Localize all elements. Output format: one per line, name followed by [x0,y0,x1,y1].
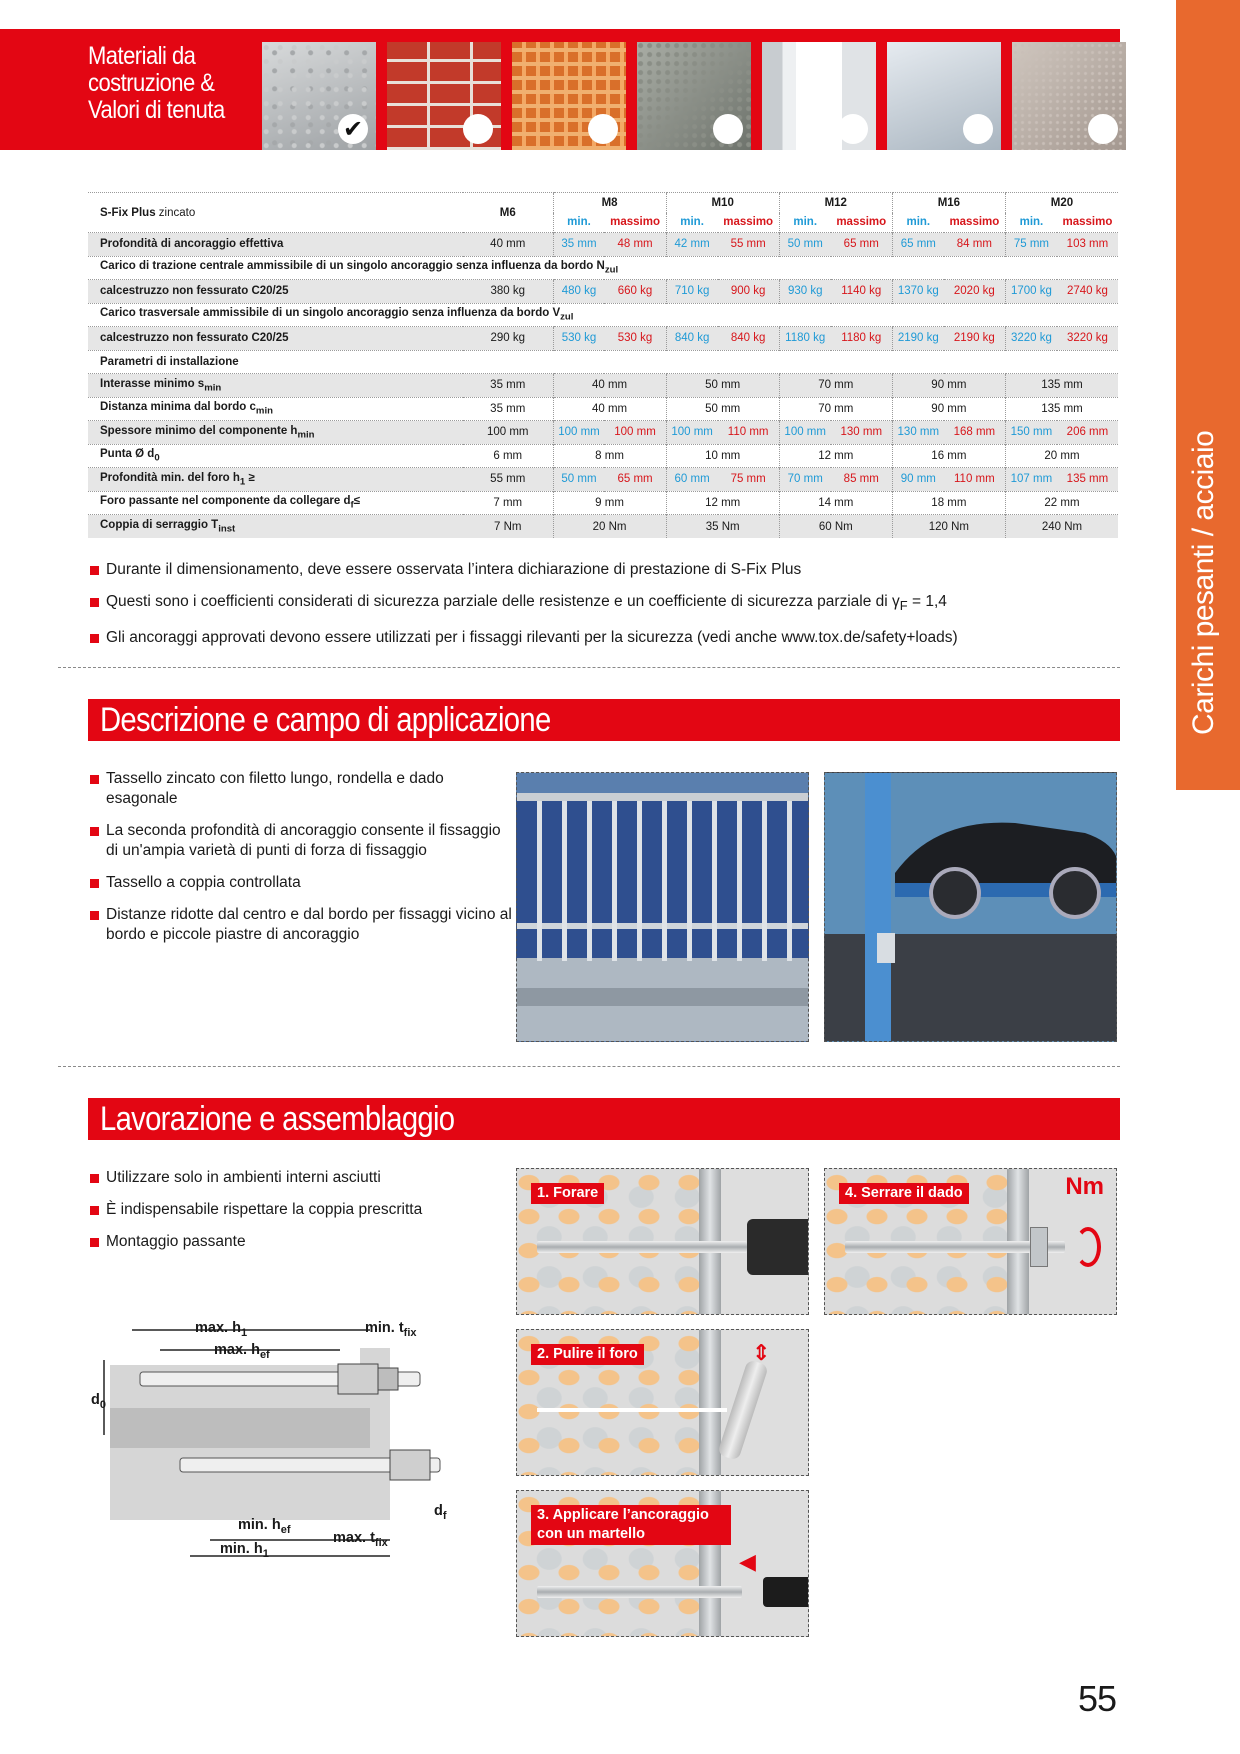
torque-unit: Nm [1065,1173,1104,1200]
table-cell: 2740 kg [1057,280,1118,304]
table-cell: 710 kg [666,280,717,304]
table-cell: 6 mm [463,444,553,468]
table-cell: 2190 kg [944,327,1006,351]
divider [58,1066,1120,1067]
min-header: min. [553,213,604,233]
label-max-h1: max. $h_1$ [195,1320,248,1339]
table-cell: 1370 kg [892,280,943,304]
section-title-processing: Lavorazione e assemblaggio [88,1098,1120,1140]
empty-circle-icon [463,114,493,144]
empty-circle-icon [588,114,618,144]
table-row [88,350,1118,374]
product-suffix: zincato [155,206,196,219]
note-text: Questi sono i coefficienti considerati di sicurezza parziale delle resistenze e un coefficiente di sicurezza parziale di γ [106,593,900,610]
drill-bit-icon [537,1241,747,1253]
table-cell: 3220 kg [1005,327,1056,351]
table-cell: 50 mm [666,374,779,398]
table-cell: 380 kg [463,280,553,304]
table-row [88,256,1118,280]
table-cell: 530 kg [604,327,666,351]
car-lift-illustration [825,773,1117,1042]
table-cell: 70 mm [779,468,830,492]
empty-circle-icon [1088,114,1118,144]
table-cell: 10 mm [666,444,779,468]
table-cell: 100 mm [779,421,830,445]
table-cell: 103 mm [1057,233,1118,257]
table-row [88,515,1118,539]
table-cell: 1180 kg [831,327,893,351]
table-cell: 110 mm [944,468,1006,492]
processing-item: È indispensabile rispettare la coppia prescritta [92,1200,512,1220]
material-concrete-image [262,42,376,150]
table-cell: 7 mm [463,491,553,515]
table-row [88,421,1118,445]
size-header: M10 [666,193,779,213]
left-arrow-icon: ◀ [739,1549,756,1574]
max-header: massimo [836,216,887,229]
table-cell: 90 mm [892,468,943,492]
table-cell: 22 mm [1005,491,1118,515]
label-df: $d_f$ [434,1503,447,1522]
description-item: La seconda profondità di ancoraggio consente il fissaggio di un'ampia varietà di punti di forza di fissaggio [92,821,512,861]
table-cell: 135 mm [1057,468,1118,492]
row-label: calcestruzzo non fessurato C20/25 [88,327,463,351]
table-cell: 16 mm [892,444,1005,468]
note-item [92,592,1092,616]
step-clean [516,1329,809,1476]
max-header: massimo [723,216,774,229]
table-cell: 35 Nm [666,515,779,539]
table-row [88,374,1118,398]
table-row [88,491,1118,515]
table-cell: 135 mm [1005,374,1118,398]
max-header: massimo [610,216,660,229]
table-cell: 1140 kg [831,280,893,304]
table-cell: 840 kg [718,327,780,351]
page-number: 55 [1077,1678,1116,1719]
header-title-line: Materiali da [88,42,196,70]
table-cell: 84 mm [944,233,1006,257]
table-row [88,397,1118,421]
table-row [88,280,1118,304]
check-icon: ✔ [338,114,368,144]
table-cell: 20 mm [1005,444,1118,468]
table-cell: 110 mm [718,421,780,445]
step-label: 4. Serrare il dado [839,1183,969,1204]
processing-item: Montaggio passante [92,1232,512,1252]
table-product-header [88,193,463,233]
table-cell: 65 mm [831,233,893,257]
label-max-hef: max. $h_{ef}$ [214,1342,270,1361]
table-cell: 14 mm [779,491,892,515]
table-cell: 55 mm [463,468,553,492]
label-d0: $d_0$ [91,1392,106,1411]
material-lightweight-block-image [637,42,751,150]
size-header: M8 [553,193,666,213]
table-cell: 40 mm [553,374,666,398]
table-cell: 85 mm [831,468,893,492]
notes-list [92,560,1092,660]
table-cell: 60 mm [666,468,717,492]
note-item: Durante il dimensionamento, deve essere osservata l’intera dichiarazione di prestazione di S-Fix Plus [92,560,1092,580]
table-cell: 50 mm [666,397,779,421]
header-band [0,29,1120,150]
size-header: M20 [1005,193,1118,213]
table-cell: 9 mm [553,491,666,515]
table-cell: 55 mm [718,233,780,257]
table-cell: 168 mm [944,421,1006,445]
table-cell: 12 mm [779,444,892,468]
table-cell: 8 mm [553,444,666,468]
table-header-row [88,193,1118,213]
size-header: M16 [892,193,1005,213]
empty-circle-icon [713,114,743,144]
description-item: Tassello a coppia controllata [92,873,512,893]
table-cell: 130 mm [892,421,943,445]
table-cell: 50 mm [779,233,830,257]
table-cell: 75 mm [1005,233,1056,257]
table-cell: 18 mm [892,491,1005,515]
table-cell: 1700 kg [1005,280,1056,304]
section-title-description: Descrizione e campo di applicazione [88,699,1120,741]
description-item: Tassello zincato con filetto lungo, rondella e dado esagonale [92,769,512,809]
table-row [88,468,1118,492]
table-cell: 65 mm [604,468,666,492]
table-cell: 480 kg [553,280,604,304]
table-body [88,233,1118,539]
table-cell: 2020 kg [944,280,1006,304]
table-cell: 1180 kg [779,327,830,351]
nut-icon [1030,1227,1048,1267]
table-row [88,327,1118,351]
table-cell: 35 mm [463,397,553,421]
drill-chuck-icon [747,1219,809,1275]
table-cell: 930 kg [779,280,830,304]
table-cell: 90 mm [892,397,1005,421]
rotate-arrow-icon [1075,1227,1101,1267]
description-list [92,769,512,957]
gamma-subscript: F [899,598,908,614]
row-label: Distanza minima dal bordo $c_{min}$ [88,397,463,421]
header-title-line: Valori di tenuta [88,96,225,124]
material-hollow-panel-image [762,42,876,150]
hose-icon [537,1408,727,1412]
table-cell: 100 mm [553,421,604,445]
table-cell: 100 mm [604,421,666,445]
note-item: Gli ancoraggi approvati devono essere utilizzati per i fissaggi rilevanti per la sicurezza (vedi anche www.tox.de/safety+loads) [92,628,1092,648]
table-cell: 40 mm [553,397,666,421]
table-cell: 3220 kg [1057,327,1118,351]
product-name: S-Fix Plus [100,206,156,219]
label-min-hef: min. $h_{ef}$ [238,1517,291,1536]
hammer-icon [763,1577,809,1607]
table-cell: 900 kg [718,280,780,304]
step-label: 2. Pulire il foro [531,1344,644,1365]
table-cell: 100 mm [463,421,553,445]
table-row [88,233,1118,257]
table-cell: 50 mm [553,468,604,492]
size-header: M6 [463,193,553,233]
table-cell: 135 mm [1005,397,1118,421]
row-label: Interasse minimo $s_{min}$ [88,374,463,398]
table-cell: 12 mm [666,491,779,515]
material-solid-brick-image [387,42,501,150]
wall-section [699,1330,721,1475]
row-label: Punta Ø $d_0$ [88,444,463,468]
step-tighten [824,1168,1117,1315]
processing-list [92,1168,512,1264]
railing-photo [516,772,809,1042]
material-perforated-brick-image [512,42,626,150]
table-cell: 130 mm [831,421,893,445]
max-header: massimo [1062,216,1113,229]
table-cell: 40 mm [463,233,553,257]
label-min-h1: min. $h_1$ [220,1541,269,1560]
row-label: Carico trasversale ammissibile di un singolo ancoraggio senza influenza da bordo $V_{zul}$ [88,303,1118,327]
spec-table [88,192,1118,538]
description-item: Distanze ridotte dal centro e dal bordo per fissaggi vicino al bordo e piccole piastre di ancoraggio [92,905,512,945]
table-cell: 20 Nm [553,515,666,539]
table-cell: 70 mm [779,374,892,398]
table-row [88,444,1118,468]
row-label: calcestruzzo non fessurato C20/25 [88,280,463,304]
row-label: Parametri di installazione [88,350,1118,374]
table-cell: 240 Nm [1005,515,1118,539]
size-header: M12 [779,193,892,213]
table-cell: 206 mm [1057,421,1118,445]
row-label: Coppia di serraggio $T_{inst}$ [88,515,463,539]
material-plasterboard-image [887,42,1001,150]
table-cell: 48 mm [604,233,666,257]
table-cell: 35 mm [553,233,604,257]
table-cell: 65 mm [892,233,943,257]
table-cell: 35 mm [463,374,553,398]
label-min-tfix: min. $t_{fix}$ [365,1320,417,1339]
table-cell: 90 mm [892,374,1005,398]
min-header: min. [666,213,717,233]
row-label: Profondità min. del foro $h_1$ ≥ [88,468,463,492]
step-hammer [516,1490,809,1637]
header-title [88,43,229,124]
table-cell: 42 mm [666,233,717,257]
header-title-line: costruzione & [88,69,215,97]
table-cell: 150 mm [1005,421,1056,445]
table-cell: 530 kg [553,327,604,351]
table-cell: 290 kg [463,327,553,351]
table-cell: 840 kg [666,327,717,351]
table-cell: 100 mm [666,421,717,445]
table-cell: 660 kg [604,280,666,304]
table-cell: 70 mm [779,397,892,421]
max-header: massimo [949,216,1000,229]
step-label: 1. Forare [531,1183,604,1204]
min-header: min. [779,213,830,233]
row-label: Spessore minimo del componente $h_{min}$ [88,421,463,445]
processing-item: Utilizzare solo in ambienti interni asciutti [92,1168,512,1188]
divider [58,667,1120,668]
car-lift-photo [824,772,1117,1042]
row-label: Foro passante nel componente da collegare $d_f\le$ [88,491,463,515]
table-cell: 60 Nm [779,515,892,539]
table-row [88,303,1118,327]
railing-illustration [517,773,809,1042]
min-header: min. [1005,213,1056,233]
label-max-tfix: max. $t_{fix}$ [333,1530,388,1549]
material-aerated-stone-image [1012,42,1126,150]
empty-circle-icon [963,114,993,144]
table-cell: 2190 kg [892,327,943,351]
row-label: Carico di trazione centrale ammissibile di un singolo ancoraggio senza influenza da bordo $N_{zul}$ [88,256,1118,280]
table-cell: 75 mm [718,468,780,492]
side-tab-label: Carichi pesanti / acciaio [1187,430,1220,735]
up-down-arrow-icon: ⇕ [752,1340,771,1365]
material-strip [262,42,1126,150]
table-cell: 120 Nm [892,515,1005,539]
min-header: min. [892,213,943,233]
table-cell: 7 Nm [463,515,553,539]
gamma-value: = 1,4 [907,593,947,610]
table-cell: 107 mm [1005,468,1056,492]
step-label: 3. Applicare l’ancoraggio con un martello [531,1505,731,1545]
row-label: Profondità di ancoraggio effettiva [88,233,463,257]
anchor-bolt-icon [537,1586,742,1598]
step-drill [516,1168,809,1315]
empty-circle-icon [838,114,868,144]
